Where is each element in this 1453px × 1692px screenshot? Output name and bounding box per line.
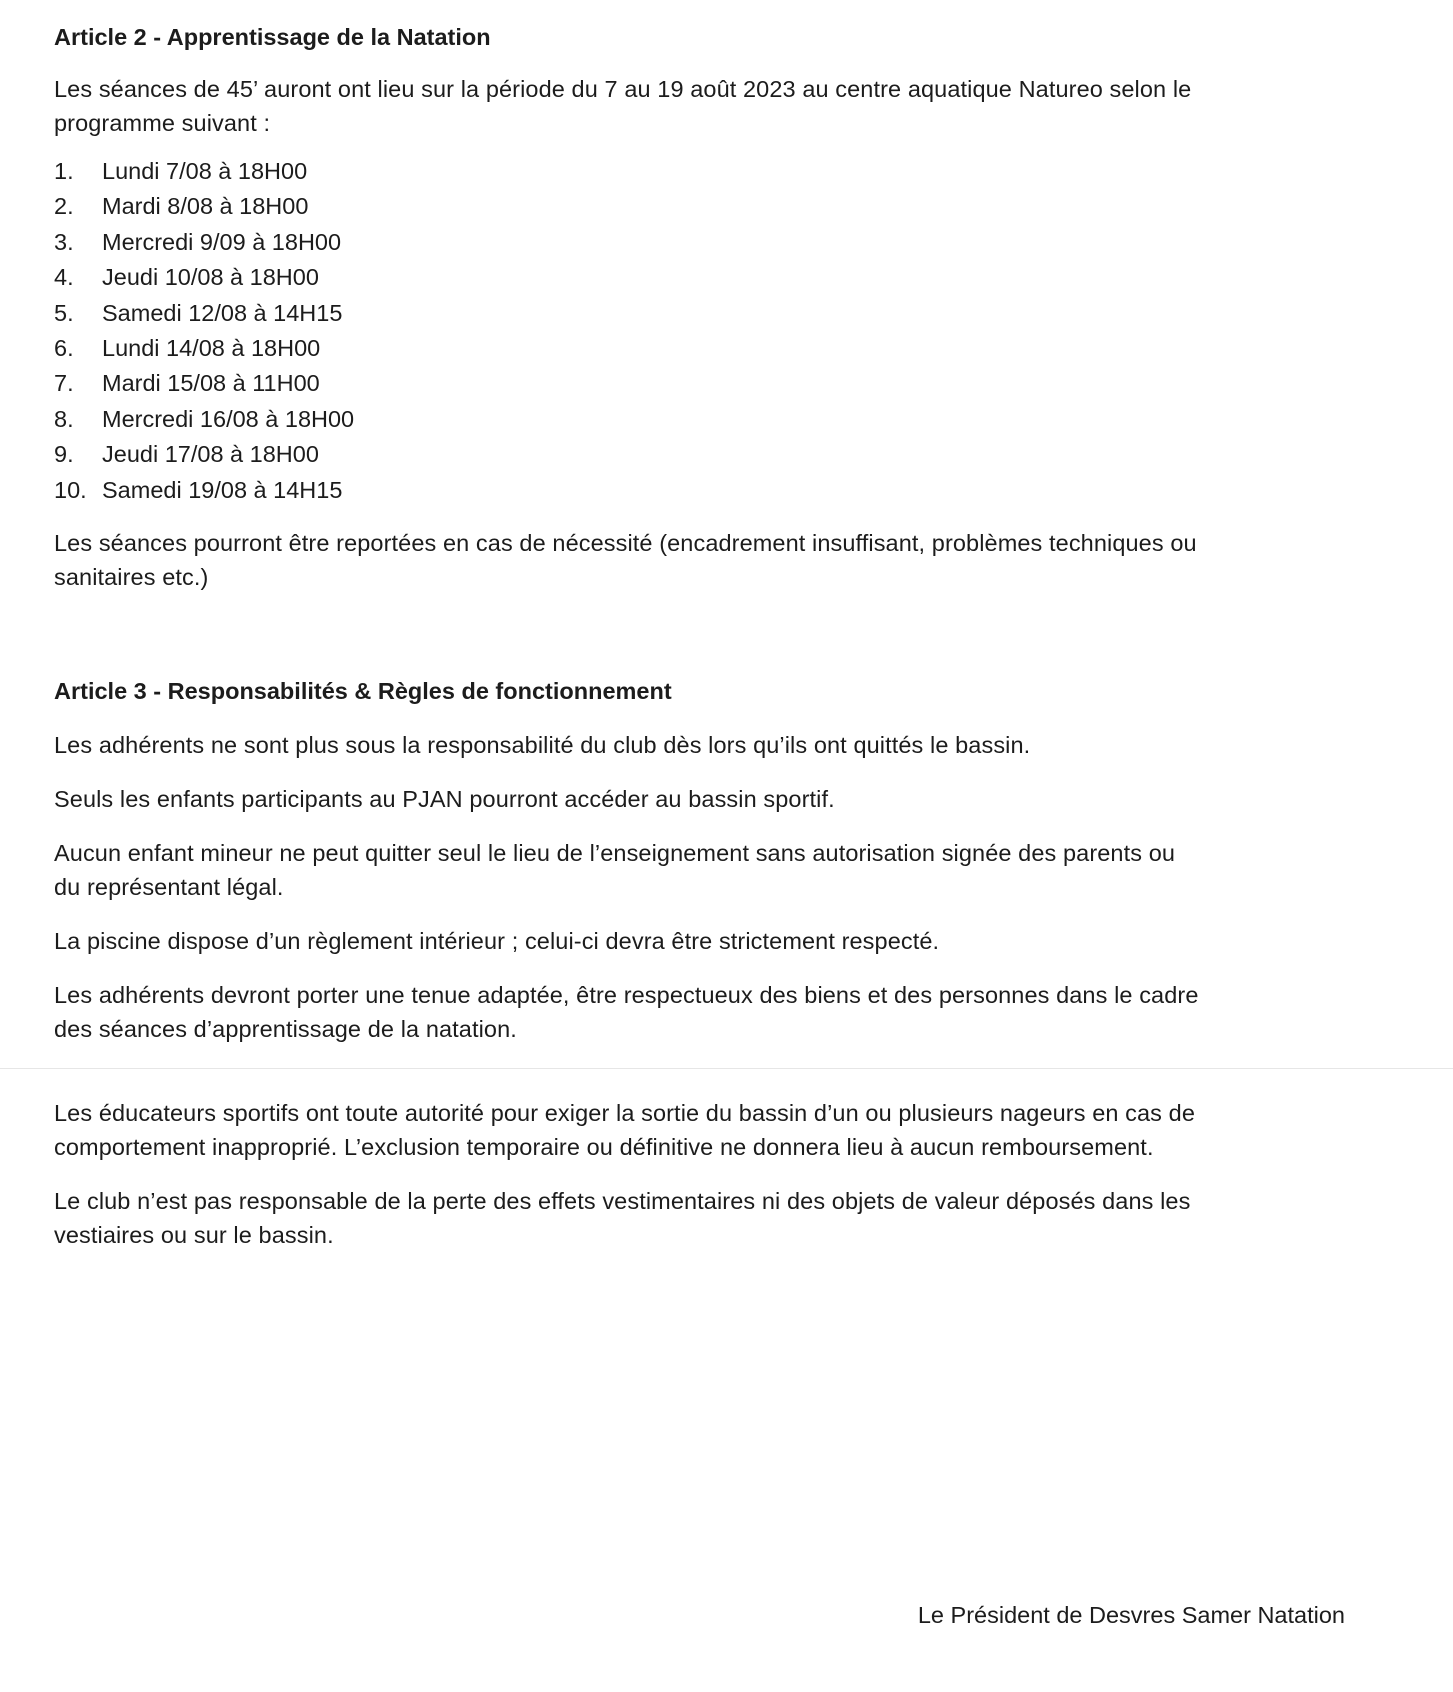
list-number: 10. — [54, 476, 87, 503]
article-2-title: Article 2 - Apprentissage de la Natation — [54, 24, 491, 50]
page-divider — [0, 1068, 1453, 1069]
list-text: Jeudi 10/08 à 18H00 — [102, 264, 319, 291]
article-3-paragraph-4: La piscine dispose d’un règlement intérieur ; celui-ci devra être strictement respecté. — [54, 928, 940, 955]
list-text: Mardi 8/08 à 18H00 — [102, 193, 309, 220]
list-text: Mardi 15/08 à 11H00 — [102, 370, 320, 397]
article-3-paragraph-7-line-2: vestiaires ou sur le bassin. — [54, 1222, 334, 1249]
list-text: Samedi 19/08 à 14H15 — [102, 476, 343, 503]
signature: Le Président de Desvres Samer Natation — [917, 1602, 1345, 1628]
article-3-paragraph-5-line-2: des séances d’apprentissage de la natation. — [54, 1016, 517, 1043]
article-3-title: Article 3 - Responsabilités & Règles de fonctionnement — [54, 678, 672, 705]
article-2-note — [54, 526, 1354, 594]
list-text: Lundi 7/08 à 18H00 — [102, 158, 308, 184]
session-list — [54, 154, 1354, 508]
article-2-note-line-2: sanitaires etc.) — [54, 564, 209, 591]
list-item — [54, 154, 1354, 189]
article-3-paragraph-2: Seuls les enfants participants au PJAN pourront accéder au bassin sportif. — [54, 786, 835, 813]
article-3-paragraph-7-line-1: Le club n’est pas responsable de la perte des effets vestimentaires ni des objets de valeur déposés dans les — [54, 1188, 1191, 1215]
list-item — [54, 473, 1354, 508]
article-2-note-line-1: Les séances pourront être reportées en cas de nécessité (encadrement insuffisant, problèmes techniques ou — [54, 530, 1197, 557]
article-3-section — [54, 674, 1354, 1252]
list-number: 5. — [54, 299, 74, 326]
list-number: 9. — [54, 441, 74, 468]
article-3-paragraph-6 — [54, 1096, 1354, 1164]
list-text: Mercredi 9/09 à 18H00 — [102, 228, 342, 255]
list-number: 6. — [54, 335, 74, 362]
article-3-paragraph-7 — [54, 1184, 1354, 1252]
article-3-paragraph-1: Les adhérents ne sont plus sous la responsabilité du club dès lors qu’ils ont quittés le bassin. — [54, 732, 1031, 759]
list-item — [54, 189, 1354, 224]
list-number: 8. — [54, 405, 74, 432]
list-text: Jeudi 17/08 à 18H00 — [102, 441, 319, 468]
list-number: 3. — [54, 228, 74, 255]
article-3-paragraph-3-line-2: du représentant légal. — [54, 874, 284, 901]
list-text: Mercredi 16/08 à 18H00 — [102, 405, 355, 432]
article-3-paragraph-5 — [54, 978, 1354, 1046]
list-number: 4. — [54, 264, 74, 291]
article-2-intro-line-2: programme suivant : — [54, 110, 271, 136]
list-number: 1. — [54, 158, 74, 184]
article-2-intro-line-1: Les séances de 45’ auront ont lieu sur la période du 7 au 19 août 2023 au centre aquatique Natureo selon le — [54, 76, 1192, 102]
list-number: 2. — [54, 193, 74, 220]
list-text: Lundi 14/08 à 18H00 — [102, 335, 321, 362]
list-item — [54, 225, 1354, 260]
article-3-paragraph-6-line-2: comportement inapproprié. L’exclusion temporaire ou définitive ne donnera lieu à aucun remboursement. — [54, 1134, 1154, 1161]
article-3-paragraph-3 — [54, 836, 1354, 904]
article-3-paragraph-6-line-1: Les éducateurs sportifs ont toute autorité pour exiger la sortie du bassin d’un ou plusieurs nageurs en cas de — [54, 1100, 1195, 1127]
list-item — [54, 331, 1354, 366]
list-item — [54, 402, 1354, 437]
list-item — [54, 296, 1354, 331]
article-3-paragraph-3-line-1: Aucun enfant mineur ne peut quitter seul le lieu de l’enseignement sans autorisation signée des parents ou — [54, 840, 1176, 867]
list-item — [54, 366, 1354, 401]
article-2-section — [54, 20, 1354, 594]
article-3-paragraph-5-line-1: Les adhérents devront porter une tenue adaptée, être respectueux des biens et des personnes dans le cadre — [54, 982, 1199, 1009]
list-item — [54, 260, 1354, 295]
list-item — [54, 437, 1354, 472]
list-text: Samedi 12/08 à 14H15 — [102, 299, 343, 326]
list-number: 7. — [54, 370, 74, 397]
article-2-intro — [54, 72, 1354, 140]
